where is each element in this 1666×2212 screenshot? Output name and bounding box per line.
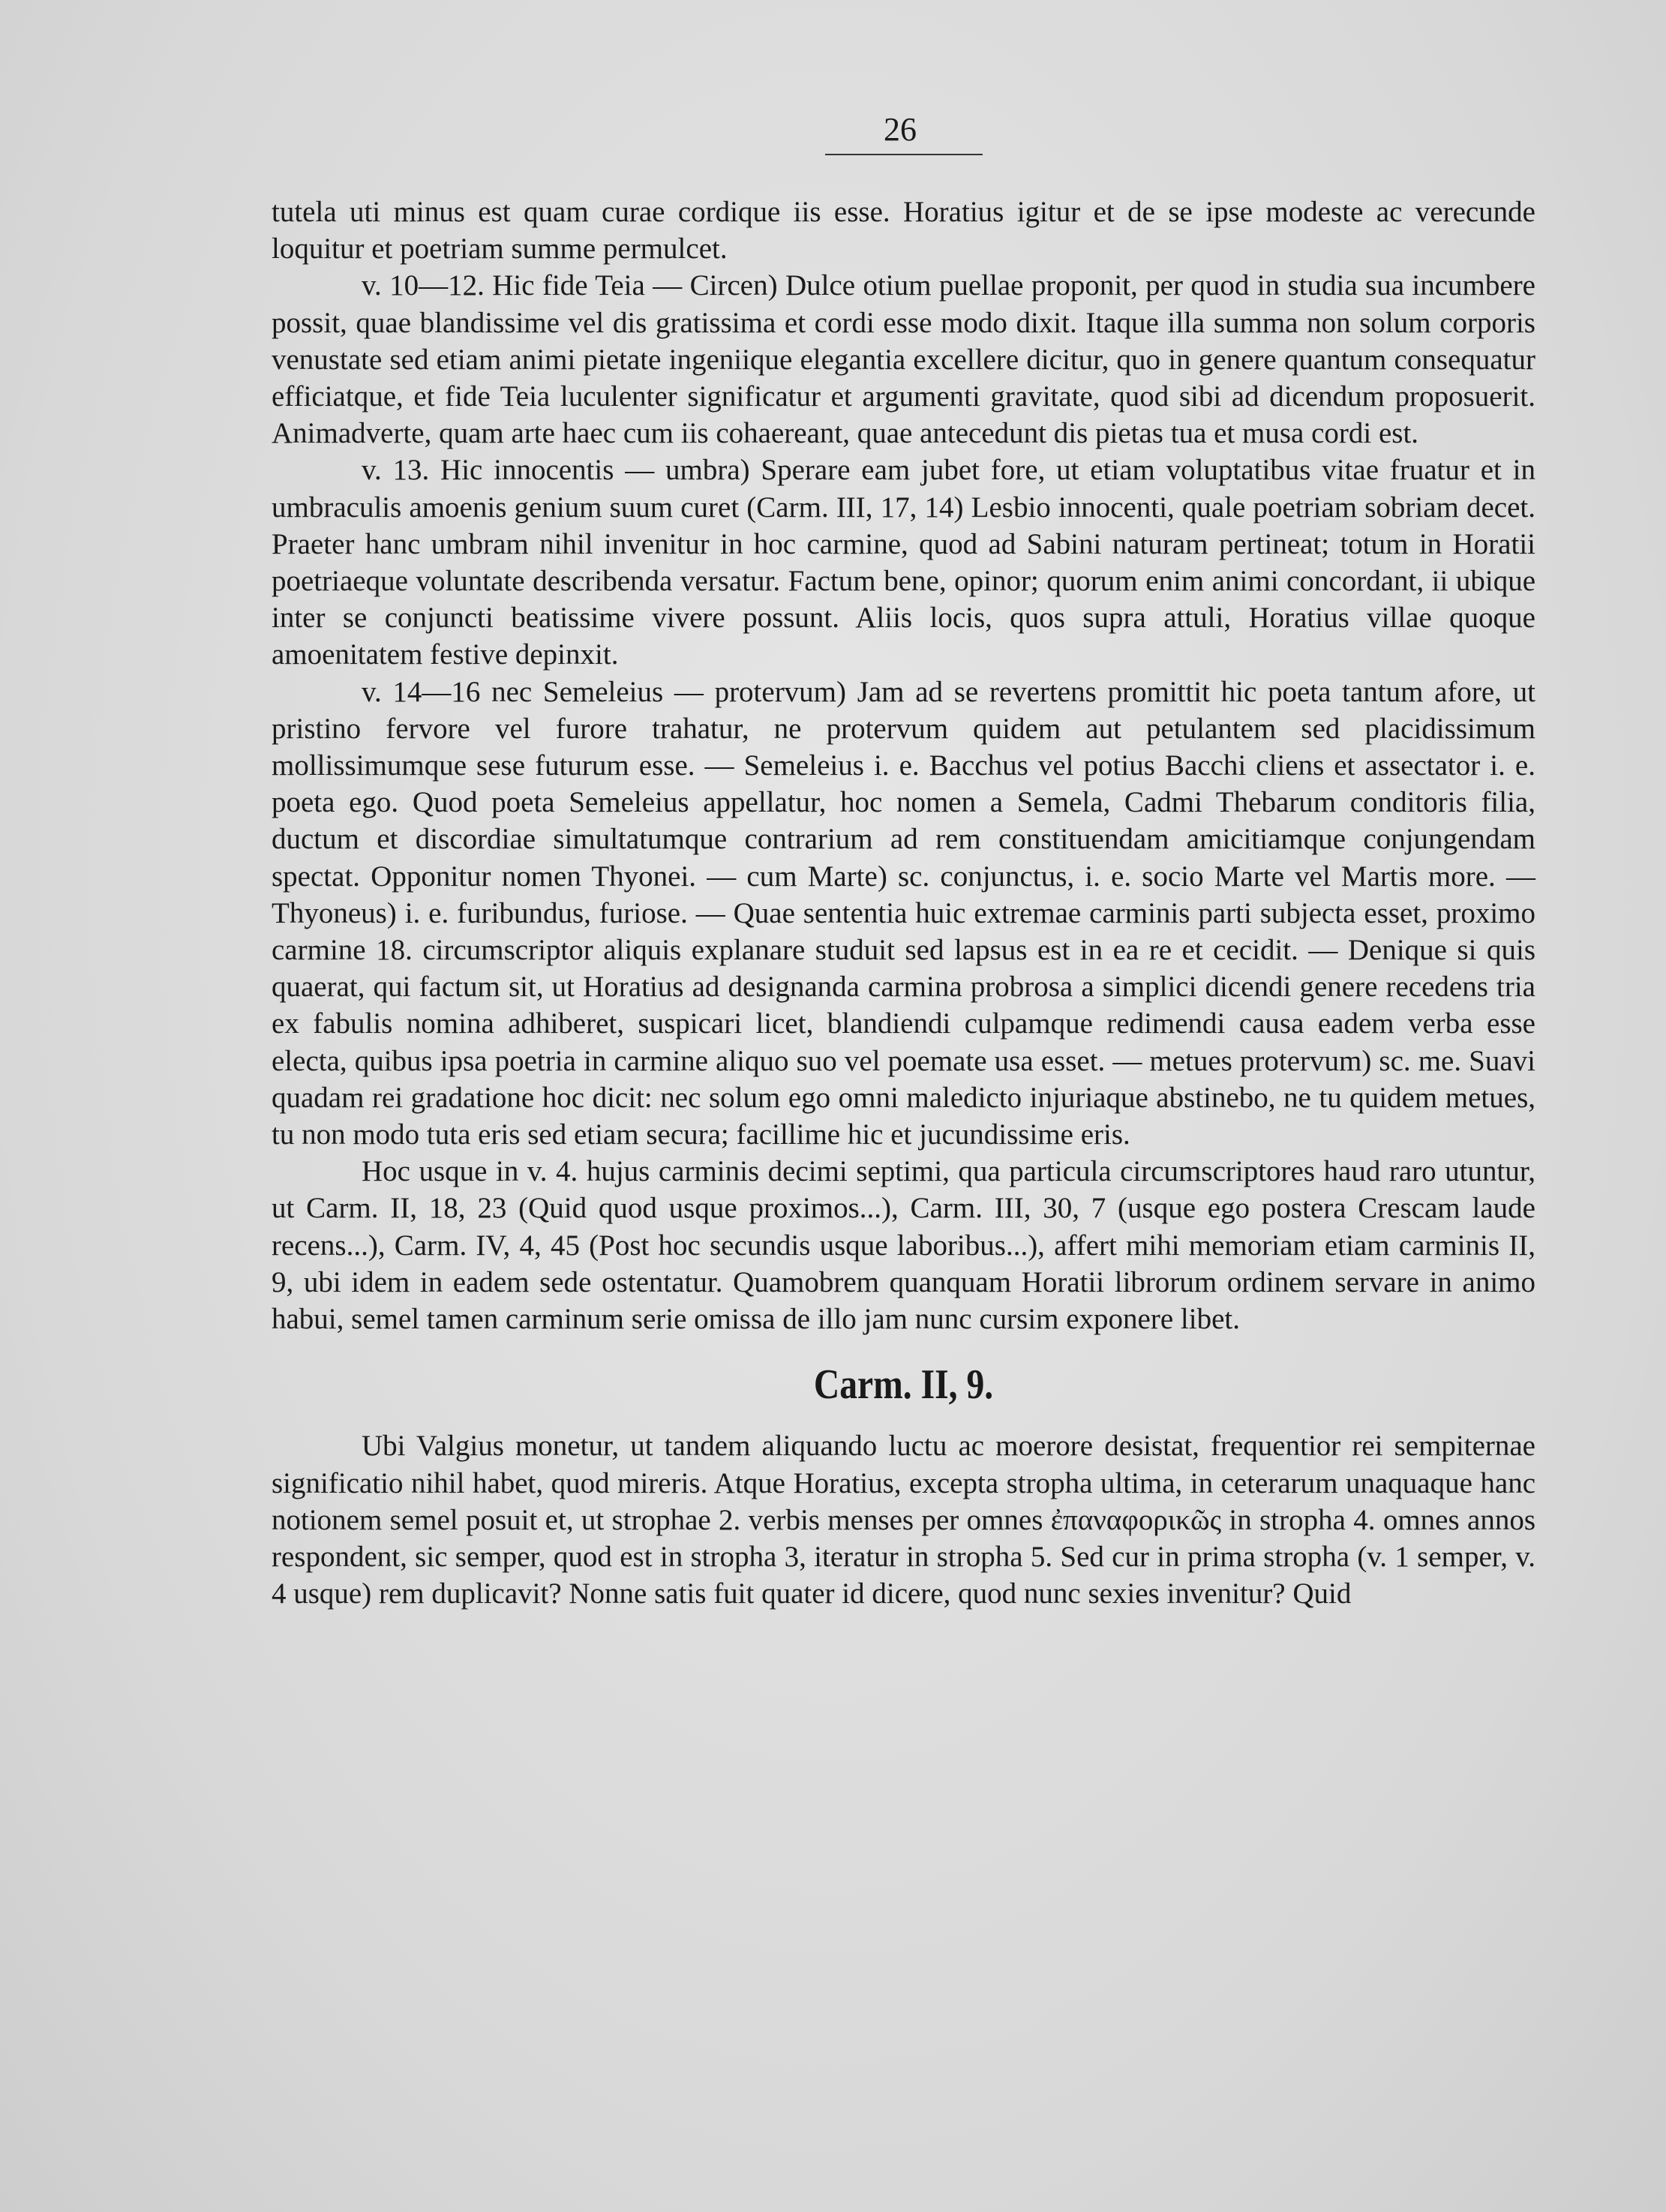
paragraph-1: tutela uti minus est quam curae cordique iis esse. Horatius igitur et de se ipse modeste ac verecunde loquitur et poetriam summe permulcet. xyxy=(272,196,1535,266)
paragraph-3: v. 13. Hic innocentis — umbra) Sperare eam jubet fore, ut etiam voluptatibus vitae fruatur et in umbraculis amoenis genium suum curet (Carm. III, 17, 14) Lesbio innocenti, quale poetriam sobriam decet. Praeter hanc umbram nihil invenitur in hoc carmine, quod ad Sabini naturam pertineat; totum in Horatii poetriaeque voluntate describenda versatur. Factum bene, opinor; quorum enim animi concordant, ii ubique inter se conjuncti beatissime vivere possunt. Aliis locis, quos supra attuli, Horatius villae quoque amoenitatem festive depinxit. xyxy=(272,454,1535,671)
paragraph-4: v. 14—16 nec Semeleius — protervum) Jam ad se revertens promittit hic poeta tantum afore, ut pristino fervore vel furore trahatur, ne protervum quidem aut petulantem sed placidissimum mollissimumque sese futurum esse. — Semeleius i. e. Bacchus vel potius Bacchi cliens et assectator i. e. poeta ego. Quod poeta Semeleius appellatur, hoc nomen a Semela, Cadmi Thebarum conditoris filia, ductum et discordiae simultatumque contrarium ad rem constituendam amicitiamque conjungendam spectat. Opponitur nomen Thyonei. — cum Marte) sc. conjunctus, i. e. socio Marte vel Martis more. — Thyoneus) i. e. furibundus, furiose. — Quae sententia huic extremae carminis parti subjecta esset, proximo carmine 18. circumscriptor aliquis explanare studuit sed lapsus est in ea re et cecidit. — Denique si quis quaerat, qui factum sit, ut Horatius ad designanda carmina probrosa a simplici dicendi genere recedens tria ex fabulis nomina adhiberet, suspicari licet, blandiendi culpamque redimendi causa eadem verba esse electa, quibus ipsa poetria in carmine aliquo suo vel poemate usa esset. — metues protervum) sc. me. Suavi quadam rei gradatione hoc dicit: nec solum ego omni maledicto injuriaque abstinebo, ne tu quidem metues, tu non modo tuta eris sed etiam secura; facillime hic et jucundissime eris. xyxy=(272,675,1535,1151)
document-body xyxy=(272,194,1535,1612)
paragraph-5: Hoc usque in v. 4. hujus carminis decimi septimi, qua particula circumscriptores haud raro utuntur, ut Carm. II, 18, 23 (Quid quod usque proximos...), Carm. III, 30, 7 (usque ego postera Crescam laude recens...), Carm. IV, 4, 45 (Post hoc secundis usque laboribus...), affert mihi memoriam etiam carminis II, 9, ubi idem in eadem sede ostentatur. Quamobrem quanquam Horatii librorum ordinem servare in animo habui, semel tamen carminum serie omissa de illo jam nunc cursim exponere libet. xyxy=(272,1155,1535,1336)
paragraph-2: v. 10—12. Hic fide Teia — Circen) Dulce otium puellae proponit, per quod in studia sua incumbere possit, quae blandissime vel dis gratissima et cordi esse modo dixit. Itaque illa summa non solum corporis venustate sed etiam animi pietate ingeniique elegantia excellere dicitur, quo in genere quantum consequatur efficiatque, et fide Teia luculenter significatur et argumenti gravitate, quod sibi ad dicendum proposuerit. Animadverte, quam arte haec cum iis cohaereant, quae antecedunt dis pietas tua et musa cordi est. xyxy=(272,269,1535,450)
page-number: 26 xyxy=(884,111,917,148)
page-number-rule xyxy=(825,154,983,155)
section-heading: Carm. II, 9. xyxy=(813,1361,994,1409)
paragraph-6: Ubi Valgius monetur, ut tandem aliquando luctu ac moerore desistat, frequentior rei sempiternae significatio nihil habet, quod mireris. Atque Horatius, excepta stropha ultima, in ceterarum unaquaque hanc notionem semel posuit et, ut strophae 2. verbis menses per omnes ἐπαναφορικῶς in stropha 4. omnes annos respondent, sic semper, quod est in stropha 3, iteratur in stropha 5. Sed cur in prima stropha (v. 1 semper, v. 4 usque) rem duplicavit? Nonne satis fuit quater id dicere, quod nunc sexies invenitur? Quid xyxy=(272,1430,1535,1610)
